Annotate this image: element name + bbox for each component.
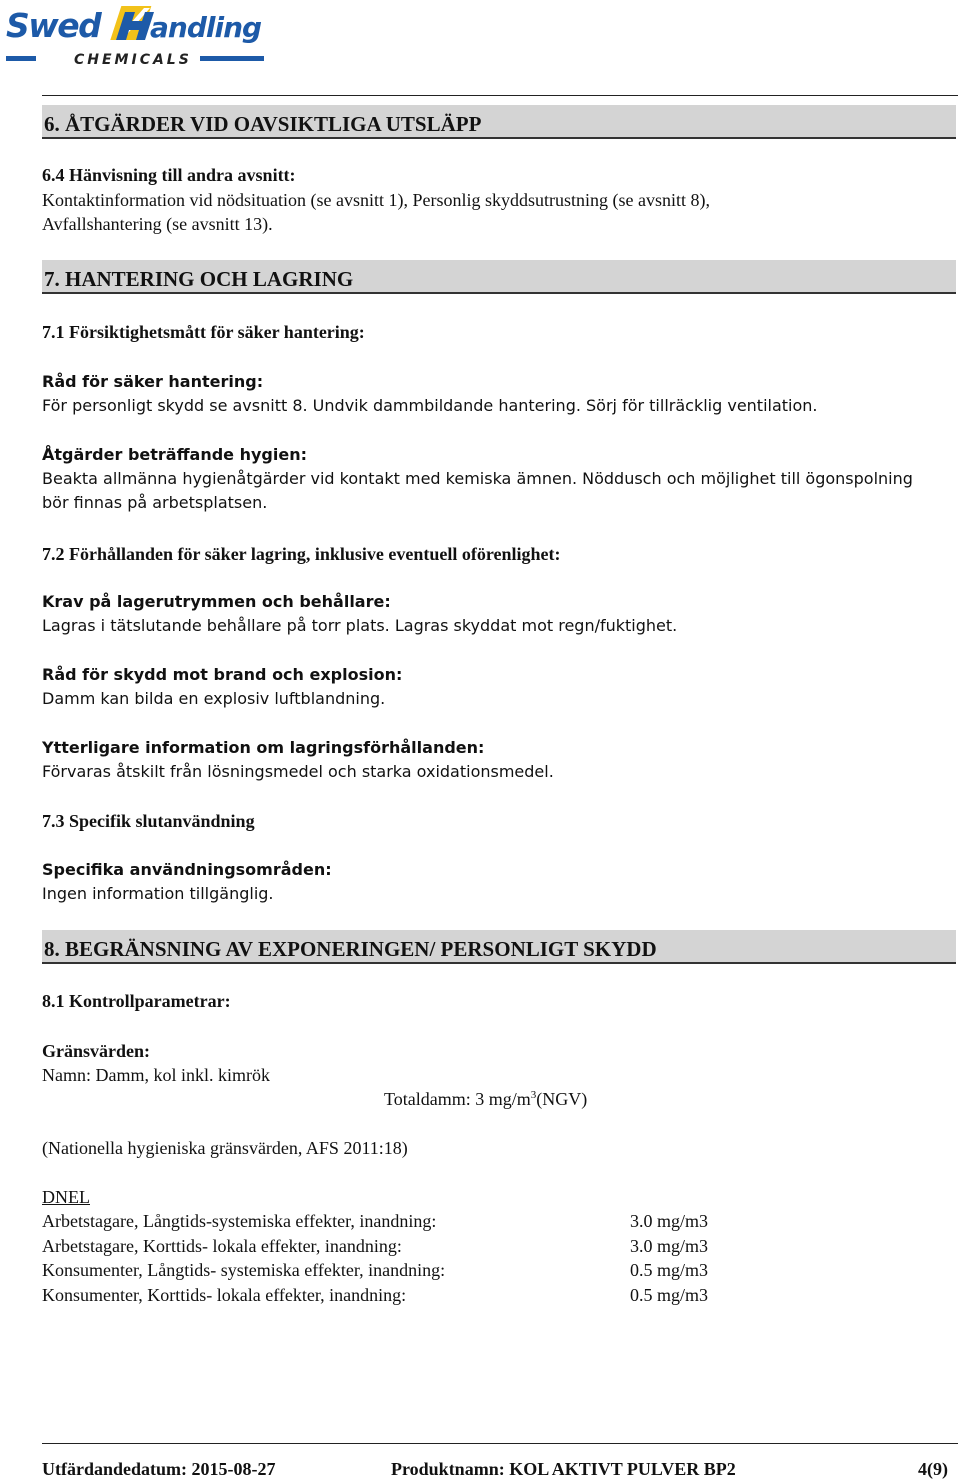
product-name bbox=[391, 1457, 736, 1482]
dnel-row-label: Konsumenter, Korttids- lokala effekter, inandning: bbox=[42, 1285, 407, 1305]
dnel-row-value: 3.0 mg/m3 bbox=[630, 1211, 709, 1231]
gransvarden-label: Gränsvärden: bbox=[42, 1041, 150, 1061]
subsection-7-1-title: 7.1 Försiktighetsmått för säker hantering: bbox=[42, 322, 365, 342]
rad-hantering-label: Råd för säker hantering: bbox=[42, 372, 264, 391]
totaldamm-source: (NGV) bbox=[536, 1089, 588, 1109]
dnel-row-value: 3.0 mg/m3 bbox=[630, 1236, 709, 1256]
anvandningsomraden-label: Specifika användningsområden: bbox=[42, 860, 332, 879]
lagring-info-label: Ytterligare information om lagringsförhållanden: bbox=[42, 738, 485, 757]
section-7-heading: 7. HANTERING OCH LAGRING bbox=[42, 260, 956, 294]
rad-hantering-text: För personligt skydd se avsnitt 8. Undvik dammbildande hantering. Sörj för tillräcklig ventilation. bbox=[42, 396, 818, 415]
section-6-heading: 6. ÅTGÄRDER VID OAVSIKTLIGA UTSLÄPP bbox=[42, 105, 956, 139]
krav-text: Lagras i tätslutande behållare på torr plats. Lagras skyddat mot regn/fuktighet. bbox=[42, 616, 678, 635]
hygien-text-line-2: bör finnas på arbetsplatsen. bbox=[42, 493, 268, 512]
issue-date bbox=[42, 1457, 276, 1482]
dnel-row-value: 0.5 mg/m3 bbox=[630, 1260, 709, 1280]
totaldamm-value: Totaldamm: 3 mg/m bbox=[384, 1089, 531, 1109]
hygien-label: Åtgärder beträffande hygien: bbox=[42, 445, 307, 464]
svg-text:Swed: Swed bbox=[6, 6, 101, 45]
lagring-info-text: Förvaras åtskilt från lösningsmedel och starka oxidationsmedel. bbox=[42, 762, 554, 781]
substance-name: Namn: Damm, kol inkl. kimrök bbox=[42, 1065, 270, 1085]
issue-date-value: : 2015-08-27 bbox=[181, 1459, 276, 1479]
section-6-text-line-2: Avfallshantering (se avsnitt 13). bbox=[42, 214, 273, 234]
svg-text:andling: andling bbox=[150, 11, 262, 44]
dnel-row-label: Arbetstagare, Långtids-systemiska effekter, inandning: bbox=[42, 1211, 437, 1231]
company-logo bbox=[4, 4, 266, 72]
anvandningsomraden-text: Ingen information tillgänglig. bbox=[42, 884, 274, 903]
subsection-6-4-title: 6.4 Hänvisning till andra avsnitt: bbox=[42, 165, 296, 185]
brand-explosion-label: Råd för skydd mot brand och explosion: bbox=[42, 665, 403, 684]
issue-date-label: Utfärdandedatum bbox=[42, 1459, 182, 1479]
dnel-row-label: Konsumenter, Långtids- systemiska effekter, inandning: bbox=[42, 1260, 446, 1280]
dnel-row-label: Arbetstagare, Korttids- lokala effekter, inandning: bbox=[42, 1236, 402, 1256]
logo-subtitle: CHEMICALS bbox=[74, 52, 192, 68]
subsection-7-2-title: 7.2 Förhållanden för säker lagring, inklusive eventuell oförenlighet: bbox=[42, 544, 561, 564]
brand-explosion-text: Damm kan bilda en explosiv luftblandning. bbox=[42, 689, 386, 708]
dnel-row-value: 0.5 mg/m3 bbox=[630, 1285, 709, 1305]
page-number: 4(9) bbox=[918, 1459, 948, 1479]
product-name-value: : KOL AKTIVT PULVER BP2 bbox=[498, 1459, 736, 1479]
section-6-text-line-1: Kontaktinformation vid nödsituation (se avsnitt 1), Personlig skyddsutrustning (se avsnitt 8), bbox=[42, 190, 710, 210]
hygien-text-line-1: Beakta allmänna hygienåtgärder vid kontakt med kemiska ämnen. Nöddusch och möjlighet till ögonspolning bbox=[42, 469, 913, 488]
krav-label: Krav på lagerutrymmen och behållare: bbox=[42, 592, 391, 611]
footer-divider bbox=[42, 1443, 958, 1444]
section-8-heading: 8. BEGRÄNSNING AV EXPONERINGEN/ PERSONLIGT SKYDD bbox=[42, 930, 956, 964]
product-name-label: Produktnamn bbox=[391, 1459, 499, 1479]
totaldamm-exponent: 3 bbox=[530, 1089, 537, 1101]
limit-reference: (Nationella hygieniska gränsvärden, AFS 2011:18) bbox=[42, 1138, 408, 1158]
header-divider bbox=[42, 95, 958, 96]
subsection-8-1-title: 8.1 Kontrollparametrar: bbox=[42, 991, 231, 1011]
dnel-label: DNEL bbox=[42, 1187, 90, 1207]
totaldamm-limit bbox=[384, 1087, 587, 1112]
subsection-7-3-title: 7.3 Specifik slutanvändning bbox=[42, 811, 255, 831]
